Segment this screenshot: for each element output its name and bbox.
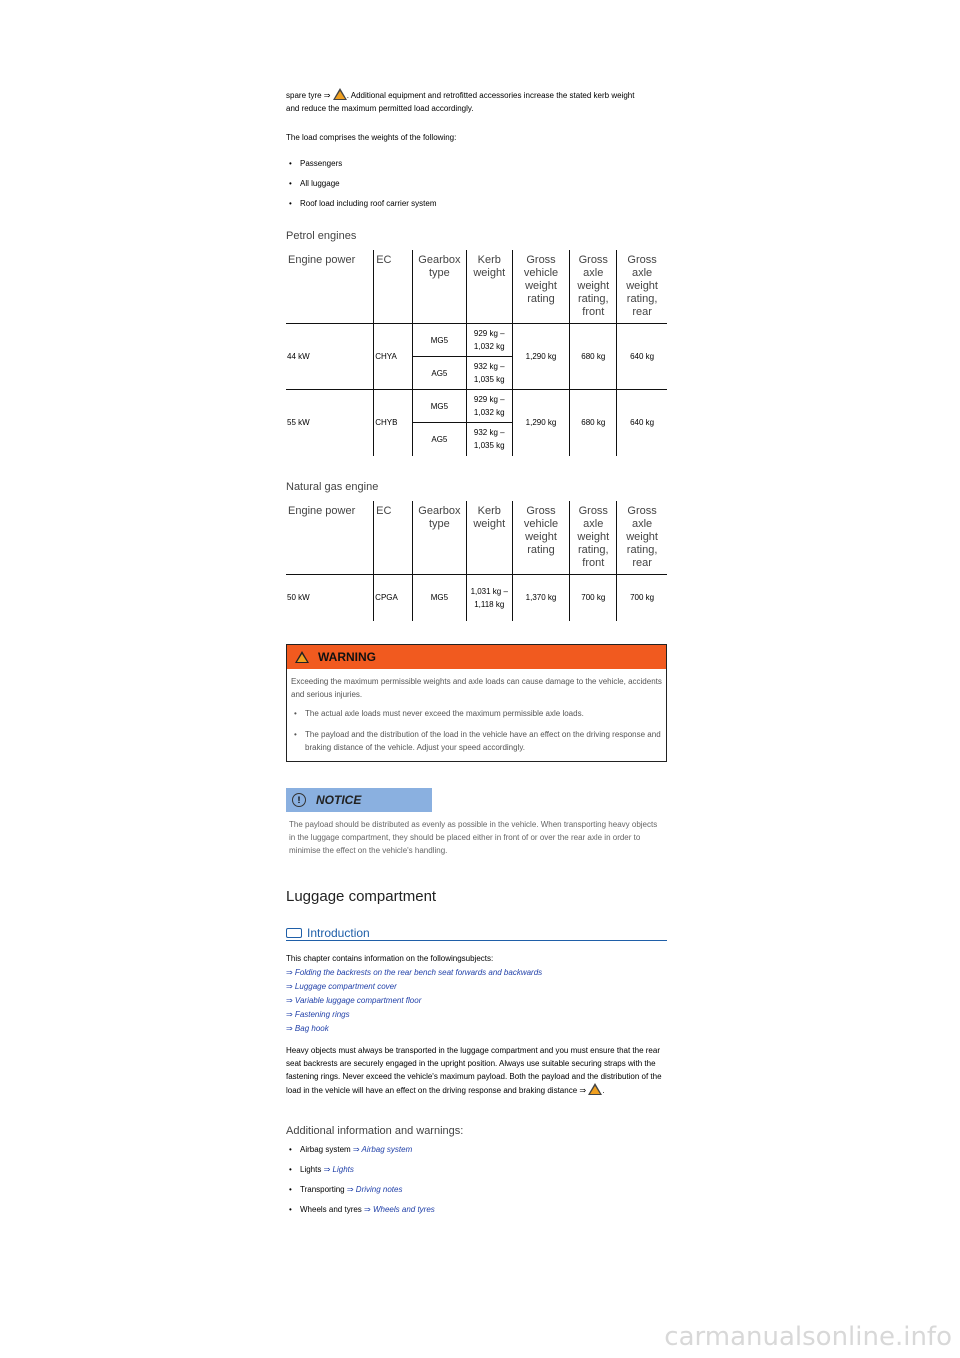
link-driving-notes[interactable]: ⇒ Driving notes [346, 1185, 403, 1194]
warning-triangle-icon[interactable] [588, 1083, 602, 1095]
intro-section [286, 88, 667, 214]
section-title: Natural gas engine [286, 481, 379, 493]
col-header: Gross axle weight rating, front [570, 501, 617, 575]
cell-gearbox: MG5 [412, 575, 466, 621]
petrol-table [286, 250, 667, 456]
warning-box [286, 644, 667, 762]
cell-ec: CHYA [374, 324, 413, 390]
item-label: Lights [300, 1165, 322, 1174]
list-item: • The actual axle loads must never exceed the maximum permissible axle loads. [291, 707, 662, 720]
cell-kerb: 929 kg – 1,032 kg [466, 324, 512, 357]
list-item: • The payload and the distribution of the load in the vehicle have an effect on the driving response and braking distance of the vehicle. Adjust your speed accordingly. [291, 728, 662, 754]
exclamation-icon: ! [292, 793, 306, 807]
chapter-text: This chapter contains information on the followingsubjects: [286, 954, 494, 963]
luggage-body: Heavy objects must always be transported in the luggage compartment and you must ensure that the rear seat backrests are securely engaged in the upright position. Always use suitable securing straps with the fastening rings. Never exceed the vehicle's maximum payload. Both the payload and the distribution of the load in the vehicle will have an effect on the driving response and braking distance ⇒ . [286, 1046, 662, 1095]
link-wheels-tyres[interactable]: ⇒ Wheels and tyres [364, 1205, 435, 1214]
luggage-body-text: Heavy objects must always be transported in the luggage compartment and you must ensure that the rear seat backrests are securely engaged in the upright position. Always use suitable securing straps with the fastening rings. Never exceed the vehicle's maximum payload. Both the payload and the distribution of the load in the vehicle will have an effect on the driving response and braking distance ⇒ [286, 1046, 662, 1095]
link-folding-backrests[interactable]: ⇒ Folding the backrests on the rear bench seat forwards and backwards [286, 968, 543, 977]
col-header: EC [374, 250, 413, 324]
cell-gearbox: MG5 [412, 390, 466, 423]
cell-kerb: 932 kg – 1,035 kg [466, 423, 512, 456]
notice-title: NOTICE [316, 793, 362, 807]
intro-text-c: and reduce the maximum permitted load accordingly. [286, 104, 474, 113]
cell-ec: CPGA [374, 575, 413, 621]
load-intro: The load comprises the weights of the following: [286, 133, 457, 142]
link-bag-hook[interactable]: ⇒ Bag hook [286, 1024, 329, 1033]
additional-title: Additional information and warnings: [286, 1125, 464, 1137]
col-header: Gearbox type [412, 501, 466, 575]
notice-body [286, 818, 662, 857]
cell-gearbox: MG5 [412, 324, 466, 357]
cell-kerb: 929 kg – 1,032 kg [466, 390, 512, 423]
item-label: Airbag system [300, 1145, 351, 1154]
table-row [286, 575, 667, 621]
col-header: EC [374, 501, 413, 575]
table-header-row [286, 501, 667, 575]
warning-title: WARNING [318, 650, 376, 664]
col-header: Kerb weight [466, 501, 512, 575]
col-header: Engine power [286, 250, 374, 324]
cell-power: 50 kW [286, 575, 374, 621]
cell-rear: 640 kg [630, 418, 655, 428]
cell-front: 680 kg [570, 390, 617, 456]
intro-title: Introduction [307, 925, 370, 940]
warning-text: Exceeding the maximum permissible weights and axle loads can cause damage to the vehicle, accidents and serious injuries. [291, 677, 662, 699]
additional-list [286, 1140, 667, 1220]
cell-gvwr: 1,370 kg [512, 575, 570, 621]
warning-triangle-icon[interactable] [333, 88, 347, 100]
link-variable-floor[interactable]: ⇒ Variable luggage compartment floor [286, 996, 422, 1005]
petrol-section [286, 230, 667, 456]
intro-paragraph [286, 88, 667, 115]
item-label: Wheels and tyres [300, 1205, 362, 1214]
list-item [286, 1160, 667, 1180]
intro-heading [286, 925, 667, 941]
link-airbag[interactable]: ⇒ Airbag system [352, 1145, 413, 1154]
list-item [286, 1180, 667, 1200]
book-icon [286, 928, 302, 938]
table-row [286, 324, 667, 357]
cell-front: 700 kg [570, 575, 617, 621]
list-item: • Roof load including roof carrier system [286, 194, 667, 214]
subject-links [286, 966, 667, 1036]
list-item: • Passengers [286, 154, 667, 174]
col-header: Gross vehicle weight rating [512, 250, 570, 324]
col-header: Gross axle weight rating, rear [626, 254, 658, 318]
link-lights[interactable]: ⇒ Lights [323, 1165, 354, 1174]
intro-text-a: spare tyre ⇒ [286, 91, 331, 100]
item-label: Transporting [300, 1185, 345, 1194]
cell-gvwr: 1,290 kg [512, 324, 570, 390]
warning-header [287, 645, 666, 669]
cell-front: 680 kg [570, 324, 617, 390]
natgas-section [286, 481, 667, 621]
notice-header [286, 788, 432, 812]
col-header: Gross vehicle weight rating [512, 501, 570, 575]
cell-rear: 700 kg [630, 593, 655, 603]
notice-text: The payload should be distributed as evenly as possible in the vehicle. When transporting heavy objects in the luggage compartment, they should be placed either in front of or over the rear axle in order to minimise the effect on the vehicle's handling. [289, 820, 658, 855]
warning-body [287, 669, 666, 760]
cell-gearbox: AG5 [412, 357, 466, 390]
cell-power: 44 kW [286, 324, 374, 390]
cell-ec: CHYB [374, 390, 413, 456]
intro-text-b: . Additional equipment and retrofitted accessories increase the stated kerb weight [346, 91, 635, 100]
watermark: carmanualsonline.info [664, 1322, 952, 1352]
col-header: Gearbox type [412, 250, 466, 324]
list-item: • All luggage [286, 174, 667, 194]
warning-triangle-icon [295, 651, 309, 663]
luggage-section [286, 888, 667, 1220]
load-list [286, 154, 667, 214]
table-header-row [286, 250, 667, 324]
list-item [286, 1140, 667, 1160]
table-row [286, 390, 667, 423]
natgas-table [286, 501, 667, 621]
cell-power: 55 kW [286, 390, 374, 456]
cell-rear: 640 kg [617, 324, 667, 390]
section-title: Petrol engines [286, 230, 357, 242]
link-luggage-cover[interactable]: ⇒ Luggage compartment cover [286, 982, 397, 991]
col-header: Engine power [286, 501, 374, 575]
cell-kerb: 932 kg – 1,035 kg [466, 357, 512, 390]
cell-gvwr: 1,290 kg [512, 390, 570, 456]
warning-list [291, 707, 662, 754]
cell-kerb: 1,031 kg – 1,118 kg [466, 575, 512, 621]
col-header: Kerb weight [466, 250, 512, 324]
col-header: Gross axle weight rating, front [570, 250, 617, 324]
link-fastening-rings[interactable]: ⇒ Fastening rings [286, 1010, 350, 1019]
page-title: Luggage compartment [286, 888, 437, 905]
cell-gearbox: AG5 [412, 423, 466, 456]
list-item [286, 1200, 667, 1220]
col-header: Gross axle weight rating, rear [626, 505, 658, 569]
